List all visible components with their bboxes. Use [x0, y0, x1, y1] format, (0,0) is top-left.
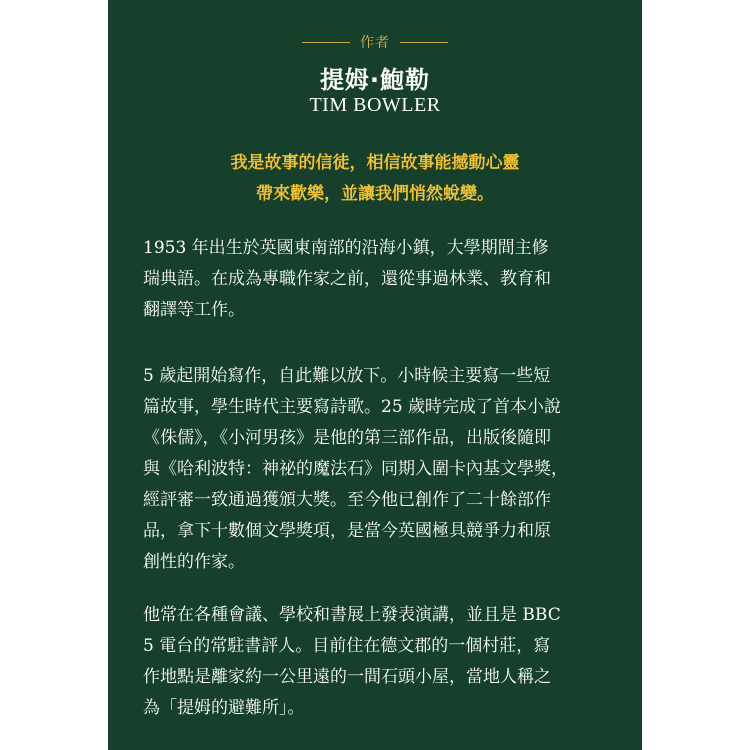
left-divider: [302, 42, 350, 43]
bio-paragraph-present: [143, 600, 613, 724]
author-name-chinese: 提姆·鮑勒: [319, 66, 431, 94]
paragraph-line: 與《哈利波特：神祕的魔法石》同期入圍卡內基文學獎，: [143, 459, 568, 479]
paragraph-line: 經評審一致通過獲頒大獎。至今他已創作了二十餘部作: [143, 490, 551, 510]
author-page: [108, 0, 642, 750]
bio-paragraph-early-life: [143, 233, 613, 326]
paragraph-line: 5 電台的常駐書評人。目前住在德文郡的一個村莊，寫: [143, 636, 551, 656]
quote-line: 我是故事的信徒，相信故事能撼動心靈: [230, 153, 520, 173]
author-quote: [108, 148, 642, 210]
paragraph-line: 1953 年出生於英國東南部的沿海小鎮，大學期間主修: [143, 238, 549, 258]
author-name-english: TIM BOWLER: [309, 94, 441, 116]
paragraph-line: 瑞典語。在成為專職作家之前，還從事過林業、教育和: [143, 269, 551, 289]
paragraph-line: 為「提姆的避難所」。: [143, 698, 305, 718]
paragraph-line: 他常在各種會議、學校和書展上發表演講，並且是 BBC: [143, 605, 561, 625]
quote-line: 帶來歡樂，並讓我們悄然蛻變。: [256, 184, 494, 204]
paragraph-line: 翻譯等工作。: [143, 300, 245, 320]
paragraph-line: 篇故事，學生時代主要寫詩歌。25 歲時完成了首本小說: [143, 397, 562, 417]
paragraph-line: 5 歲起開始寫作，自此難以放下。小時候主要寫一些短: [143, 366, 551, 386]
section-label: 作者: [360, 35, 390, 51]
right-divider: [400, 42, 448, 43]
paragraph-line: 創性的作家。: [143, 552, 245, 572]
paragraph-line: 《侏儒》，《小河男孩》是他的第三部作品，出版後隨即: [143, 428, 551, 448]
bio-paragraph-career: [143, 361, 613, 578]
paragraph-line: 品，拿下十數個文學獎項，是當今英國極具競爭力和原: [143, 521, 551, 541]
paragraph-line: 作地點是離家約一公里遠的一間石頭小屋，當地人稱之: [143, 667, 551, 687]
section-header: [108, 32, 642, 52]
